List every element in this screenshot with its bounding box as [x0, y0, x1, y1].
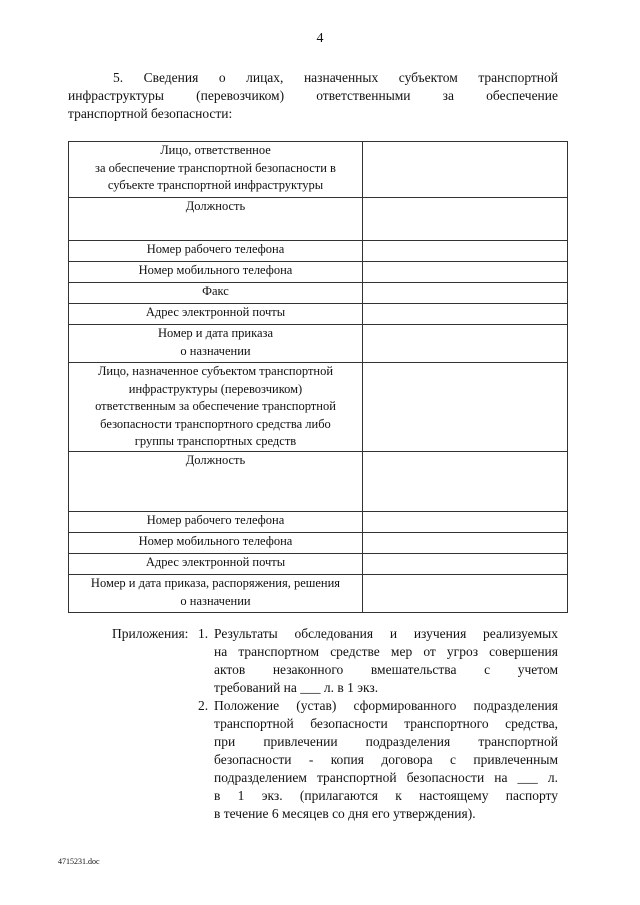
table-row: [69, 554, 568, 575]
row-label: Номер мобильного телефона: [69, 262, 363, 283]
table-row: [69, 241, 568, 262]
appendix-item-line: подразделением транспортной безопасности на ___ л.: [214, 770, 558, 785]
appendix-item-number: 2.: [198, 698, 209, 713]
row-value-field[interactable]: [363, 198, 568, 241]
appendix-item-line: в течение 6 месяцев со дня его утверждения).: [214, 806, 476, 821]
table-row: [69, 512, 568, 533]
row-label: Лицо, назначенное субъектом транспортной инфраструктуры (перевозчиком) ответственным за обеспечение транспортной безопасности транспортного средства либо группы транспортных средств: [69, 363, 363, 452]
appendix-item-line: в 1 экз. (прилагаются к настоящему паспорту: [214, 788, 558, 803]
row-label: Лицо, ответственное за обеспечение транспортной безопасности в субъекте транспортной инфраструктуры: [69, 142, 363, 198]
row-label: Адрес электронной почты: [69, 304, 363, 325]
row-label: Должность: [69, 452, 363, 512]
table-row: [69, 262, 568, 283]
table-row: [69, 533, 568, 554]
row-label: Номер рабочего телефона: [69, 241, 363, 262]
row-value-field[interactable]: [363, 363, 568, 452]
appendix-item-line: Положение (устав) сформированного подразделения: [214, 698, 558, 713]
responsible-persons-table: [68, 141, 568, 613]
appendix-item-number: 1.: [198, 626, 209, 641]
row-label: Номер и дата приказа, распоряжения, решения о назначении: [69, 575, 363, 613]
row-label: Номер мобильного телефона: [69, 533, 363, 554]
row-value-field[interactable]: [363, 325, 568, 363]
table-row: [69, 198, 568, 241]
row-label: Должность: [69, 198, 363, 241]
appendix-item-line: актов незаконного вмешательства с учетом: [214, 662, 558, 677]
table-row: [69, 142, 568, 198]
row-value-field[interactable]: [363, 533, 568, 554]
row-value-field[interactable]: [363, 575, 568, 613]
table-row: [69, 452, 568, 512]
table-row: [69, 304, 568, 325]
appendix-item-line: при привлечении подразделения транспортной: [214, 734, 558, 749]
row-value-field[interactable]: [363, 304, 568, 325]
row-value-field[interactable]: [363, 512, 568, 533]
appendix-item-line: безопасности - копия договора с привлеченным: [214, 752, 558, 767]
row-value-field[interactable]: [363, 262, 568, 283]
row-value-field[interactable]: [363, 283, 568, 304]
row-value-field[interactable]: [363, 241, 568, 262]
section-line: инфраструктуры (перевозчиком) ответственными за обеспечение: [68, 88, 558, 103]
appendix-item-line: транспортной безопасности транспортного средства,: [214, 716, 558, 731]
table-row: [69, 575, 568, 613]
row-label: Факс: [69, 283, 363, 304]
row-value-field[interactable]: [363, 554, 568, 575]
page-number: 4: [316, 31, 324, 46]
table-row: [69, 363, 568, 452]
row-value-field[interactable]: [363, 452, 568, 512]
table-row: [69, 283, 568, 304]
row-label: Адрес электронной почты: [69, 554, 363, 575]
row-label: Номер и дата приказа о назначении: [69, 325, 363, 363]
table-row: [69, 325, 568, 363]
appendix-item-line: требований на ___ л. в 1 экз.: [214, 680, 379, 695]
appendix-item-line: на транспортном средстве мер от угроз совершения: [214, 644, 558, 659]
document-id: 4715231.doc: [58, 857, 100, 866]
section-line: транспортной безопасности:: [68, 106, 233, 121]
appendix-item-line: Результаты обследования и изучения реализуемых: [214, 626, 558, 641]
row-value-field[interactable]: [363, 142, 568, 198]
row-label: Номер рабочего телефона: [69, 512, 363, 533]
section-line: 5. Сведения о лицах, назначенных субъектом транспортной: [113, 70, 558, 85]
appendix-label: Приложения:: [112, 626, 189, 641]
